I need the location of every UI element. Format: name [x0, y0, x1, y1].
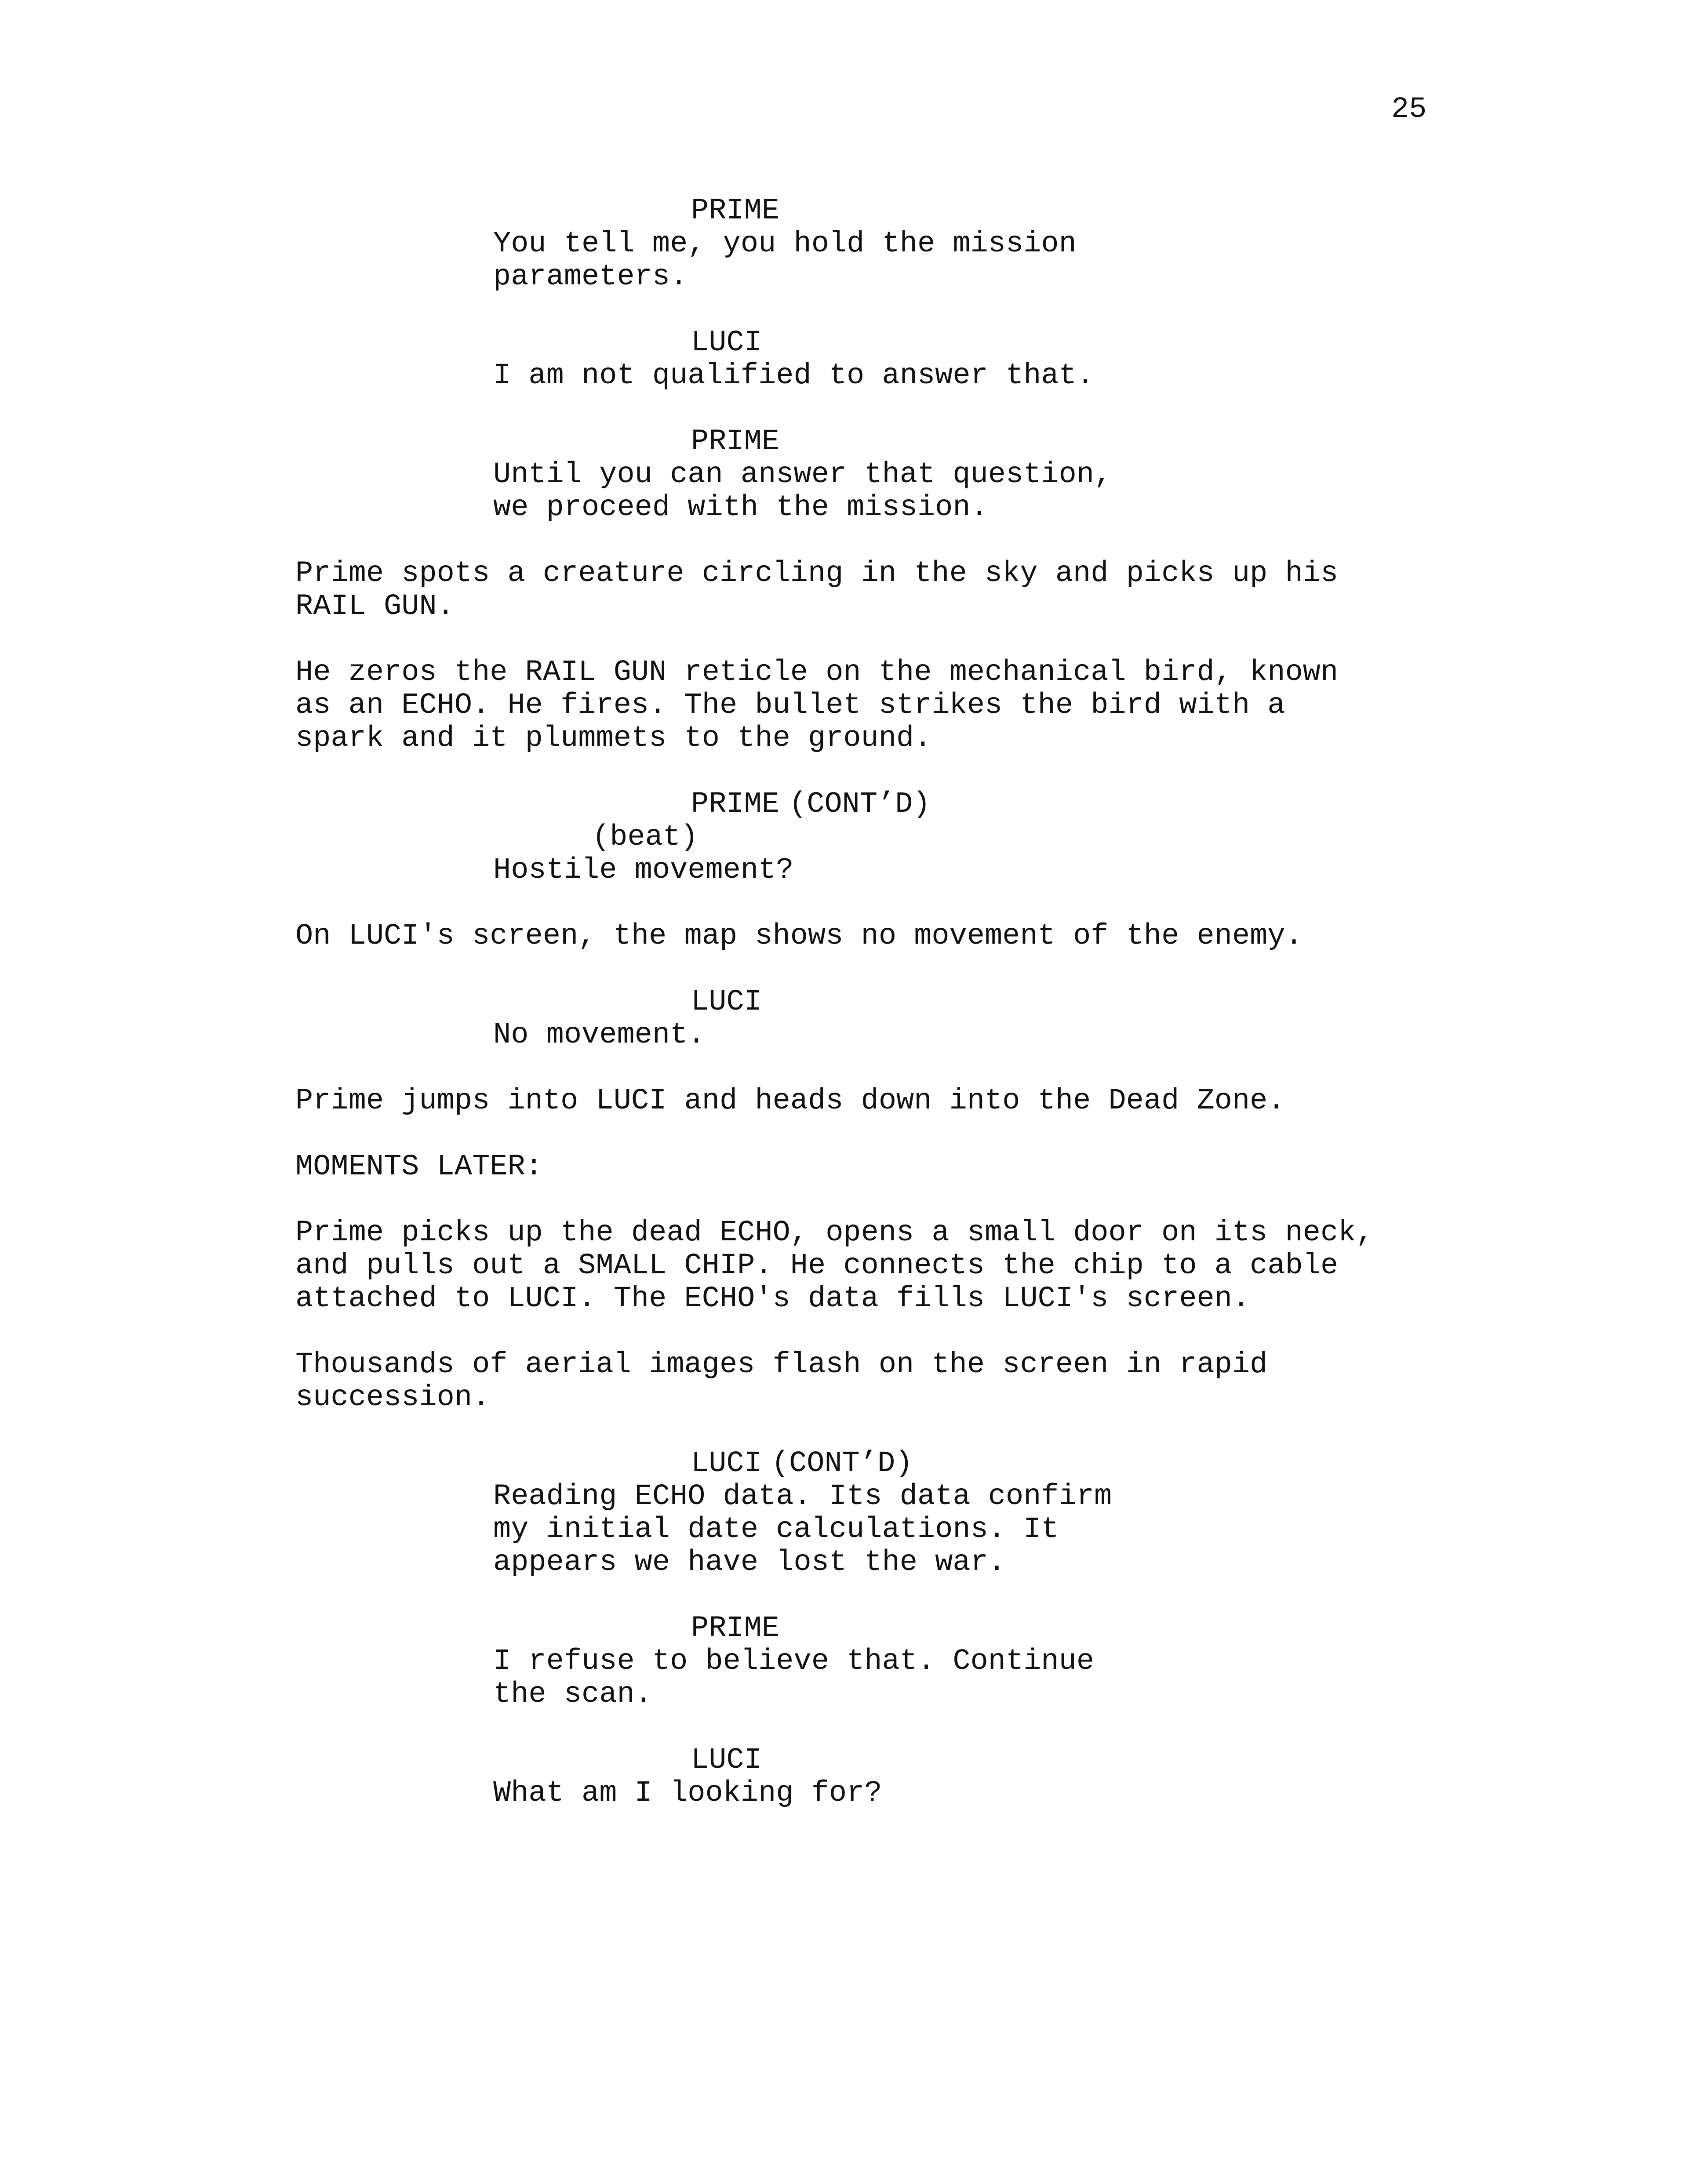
character-cue — [691, 327, 762, 360]
page-number: 25 — [1391, 93, 1427, 126]
dialogue-line: parameters. — [493, 260, 688, 294]
character-cue — [691, 425, 779, 458]
dialogue-line: What am I looking for? — [493, 1777, 882, 1810]
action-line: He zeros the RAIL GUN reticle on the mechanical bird, known — [295, 656, 1339, 689]
character-extension: (CONT’D) — [771, 1447, 913, 1480]
dialogue-line: Until you can answer that question, — [493, 458, 1112, 491]
character-name: LUCI — [691, 985, 762, 1019]
dialogue-line: You tell me, you hold the mission — [493, 227, 1077, 261]
dialogue-line: we proceed with the mission. — [493, 491, 988, 524]
character-cue — [691, 195, 779, 228]
dialogue-line: Reading ECHO data. Its data confirm — [493, 1480, 1112, 1513]
character-name: LUCI — [691, 326, 762, 360]
action-line: and pulls out a SMALL CHIP. He connects the chip to a cable — [295, 1249, 1339, 1283]
dialogue-line: appears we have lost the war. — [493, 1546, 1006, 1579]
action-line: Prime picks up the dead ECHO, opens a small door on its neck, — [295, 1216, 1374, 1250]
character-name: LUCI — [691, 1744, 762, 1777]
character-cue — [691, 1447, 913, 1480]
action-line: as an ECHO. He fires. The bullet strikes the bird with a — [295, 689, 1285, 722]
character-name: PRIME — [691, 425, 780, 458]
action-line: Prime jumps into LUCI and heads down into the Dead Zone. — [295, 1084, 1285, 1118]
parenthetical-line: (beat) — [592, 821, 698, 854]
action-line: On LUCI's screen, the map shows no movement of the enemy. — [295, 919, 1303, 953]
action-line: MOMENTS LATER: — [295, 1150, 543, 1184]
action-line: succession. — [295, 1381, 490, 1414]
character-cue — [691, 986, 762, 1019]
dialogue-line: Hostile movement? — [493, 854, 794, 887]
action-line: RAIL GUN. — [295, 590, 455, 623]
dialogue-line: No movement. — [493, 1018, 706, 1052]
character-cue — [691, 788, 931, 821]
action-line: attached to LUCI. The ECHO's data fills LUCI's screen. — [295, 1282, 1250, 1315]
dialogue-line: the scan. — [493, 1678, 652, 1711]
character-cue — [691, 1612, 779, 1645]
dialogue-line: I refuse to believe that. Continue — [493, 1645, 1095, 1678]
character-name: PRIME — [691, 788, 780, 821]
dialogue-line: my initial date calculations. It — [493, 1513, 1059, 1546]
character-name: PRIME — [691, 1612, 780, 1645]
character-cue — [691, 1744, 762, 1777]
action-line: Thousands of aerial images flash on the screen in rapid — [295, 1348, 1268, 1381]
character-extension: (CONT’D) — [789, 788, 931, 821]
character-name: PRIME — [691, 194, 780, 228]
action-line: Prime spots a creature circling in the sky and picks up his — [295, 557, 1339, 590]
dialogue-line: I am not qualified to answer that. — [493, 359, 1095, 392]
character-name: LUCI — [691, 1447, 762, 1480]
action-line: spark and it plummets to the ground. — [295, 722, 932, 755]
